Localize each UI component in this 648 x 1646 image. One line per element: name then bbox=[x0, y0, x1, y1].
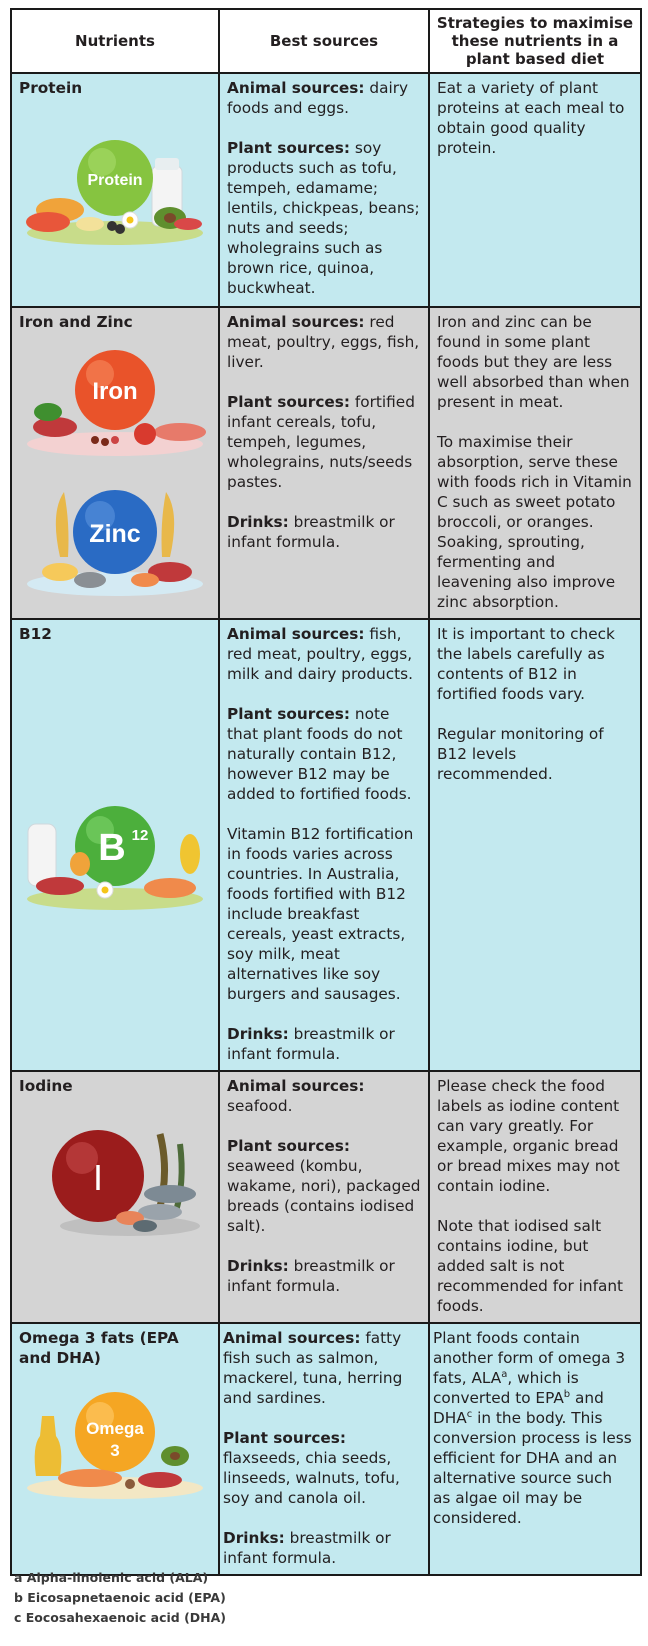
table-row bbox=[11, 307, 641, 619]
sources-cell: Animal sources: red meat, poultry, eggs, fish, liver. Plant sources: fortified infant cereals, tofu, tempeh, legumes, wholegrains, nuts/seeds pastes. Drinks: breastmilk or infant formula. bbox=[219, 307, 429, 619]
b12-badge-text: B bbox=[98, 827, 126, 869]
nutrient-cell bbox=[11, 307, 219, 619]
nutrient-name: Omega 3 fats (EPA and DHA) bbox=[19, 1329, 179, 1367]
header-sources: Best sources bbox=[219, 9, 429, 73]
nutrient-name: Iodine bbox=[19, 1077, 73, 1095]
header-strategies: Strategies to maximise these nutrients in a plant based diet bbox=[429, 9, 641, 73]
header-row bbox=[11, 9, 641, 73]
strategies-cell: Eat a variety of plant proteins at each meal to obtain good quality protein. bbox=[429, 73, 641, 307]
footnotes bbox=[14, 1568, 226, 1628]
strategies-cell: Plant foods contain another form of omega 3 fats, ALA$^a$, which is converted to EPA$^b$ and DHA$^c$ in the body. This conversion process is less efficient for DHA and an alternative source such as algae oil may be considered. bbox=[429, 1323, 641, 1575]
zinc-foods-illustration bbox=[20, 472, 210, 602]
omega-badge-sup: 3 bbox=[110, 1441, 120, 1460]
iodine-badge-text: I bbox=[92, 1157, 104, 1198]
nutrient-table bbox=[10, 8, 642, 1576]
footnote: a Alpha-linolenic acid (ALA) bbox=[14, 1570, 209, 1585]
b12-foods-illustration bbox=[20, 784, 210, 914]
sources-cell: Animal sources: dairy foods and eggs. Plant sources: soy products such as tofu, tempeh, edamame; lentils, chickpeas, beans; nuts and seeds; wholegrains such as brown rice, quinoa, buckwheat. bbox=[219, 73, 429, 307]
iodine-foods-illustration bbox=[20, 1114, 210, 1244]
header-nutrients: Nutrients bbox=[11, 9, 219, 73]
table-row bbox=[11, 1071, 641, 1323]
nutrient-name: Protein bbox=[19, 79, 83, 97]
omega3-foods-illustration bbox=[20, 1376, 210, 1506]
table-row bbox=[11, 73, 641, 307]
sources-cell: Animal sources: fish, red meat, poultry, eggs, milk and dairy products. Plant sources: note that plant foods do not naturally contain B12, however B12 may be added to fortified foods. Vitamin B12 fortification in foods varies across countries. In Australia, foods fortified with B12 include breakfast cereals, yeast extracts, soy milk, meat alternatives like soy burgers and sausages. Drinks: breastmilk or infant formula. bbox=[219, 619, 429, 1071]
nutrient-name: Iron and Zinc bbox=[19, 313, 133, 331]
protein-badge-text: Protein bbox=[87, 172, 143, 189]
omega-badge-text: Omega bbox=[86, 1419, 144, 1438]
iron-badge-text: Iron bbox=[92, 378, 138, 405]
strategies-cell: Iron and zinc can be found in some plant foods but they are less well absorbed than when present in meat. To maximise their absorption, serve these with foods rich in Vitamin C such as sweet potato broccoli, or oranges. Soaking, sprouting, fermenting and leavening also improve zinc absorption. bbox=[429, 307, 641, 619]
sources-cell: Animal sources: seafood. Plant sources: seaweed (kombu, wakame, nori), packaged breads (contains iodised salt). Drinks: breastmilk or infant formula. bbox=[219, 1071, 429, 1323]
footnote: c Eocosahexaenoic acid (DHA) bbox=[14, 1610, 227, 1625]
b12-badge-sup: 12 bbox=[131, 827, 149, 844]
footnote: b Eicosapnetaenoic acid (EPA) bbox=[14, 1590, 226, 1605]
zinc-badge-text: Zinc bbox=[89, 520, 141, 548]
iron-foods-illustration bbox=[20, 332, 210, 462]
nutrient-cell bbox=[11, 73, 219, 307]
strategies-cell: It is important to check the labels carefully as contents of B12 in fortified foods vary. Regular monitoring of B12 levels recommended. bbox=[429, 619, 641, 1071]
strategies-cell: Please check the food labels as iodine content can vary greatly. For example, organic bread or bread mixes may not contain iodine. Note that iodised salt contains iodine, but added salt is not recommended for infant foods. bbox=[429, 1071, 641, 1323]
table-row bbox=[11, 619, 641, 1071]
nutrient-cell bbox=[11, 1071, 219, 1323]
nutrient-name: B12 bbox=[19, 625, 52, 643]
nutrient-cell bbox=[11, 1323, 219, 1575]
sources-cell: Animal sources: fatty fish such as salmon, mackerel, tuna, herring and sardines. Plant sources: flaxseeds, chia seeds, linseeds, walnuts, tofu, soy and canola oil. Drinks: breastmilk or infant formula. bbox=[219, 1323, 429, 1575]
nutrient-cell bbox=[11, 619, 219, 1071]
table-row bbox=[11, 1323, 641, 1575]
protein-foods-illustration bbox=[20, 98, 210, 248]
